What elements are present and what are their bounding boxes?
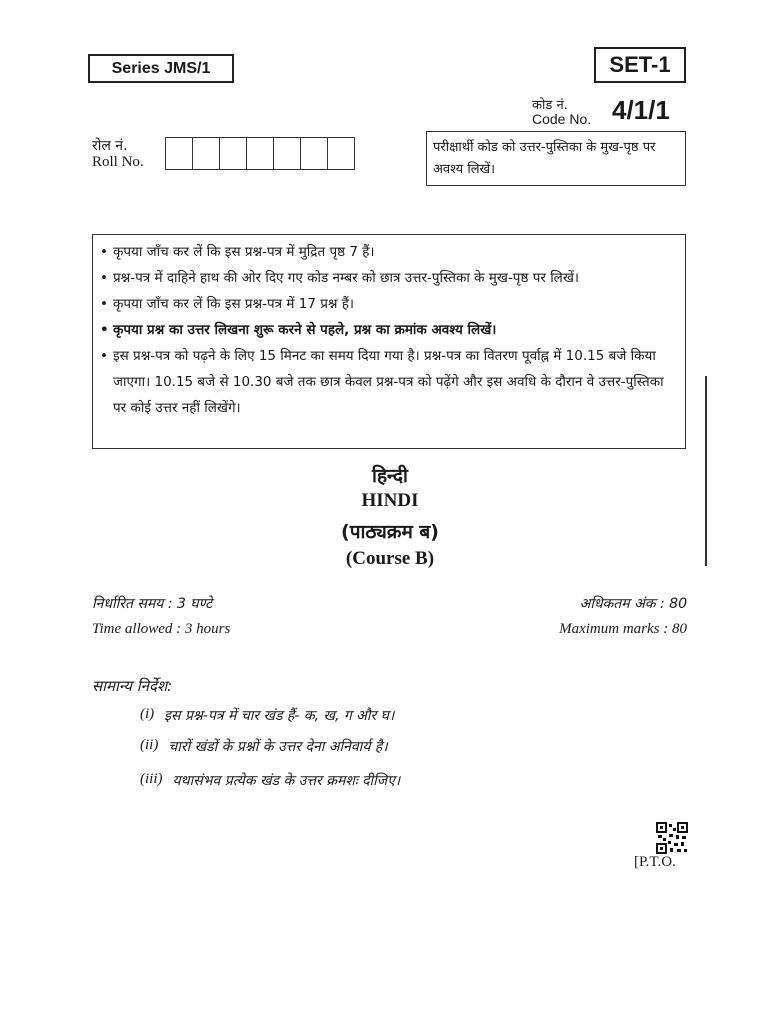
subject-title-english: HINDI — [361, 490, 419, 511]
instruction-item: • इस प्रश्न-पत्र को पढ़ने के लिए 15 मिनट का समय दिया गया है। प्रश्न-पत्र का वितरण पूर्वाह्न में 10.15 बजे किया जाएगा। 10.15 बजे से 10.30 बजे तक छात्र केवल प्रश्न-पत्र को पढ़ेंगे और इस अवधि के दौरान वे उत्तर-पुस्तिका पर कोई उत्तर नहीं लिखेंगे। — [97, 343, 677, 421]
code-instruction-note: परीक्षार्थी कोड को उत्तर-पुस्तिका के मुख-पृष्ठ पर अवश्य लिखें। — [426, 131, 686, 186]
roll-digit-box[interactable] — [220, 137, 247, 170]
roll-label-english: Roll No. — [92, 154, 144, 170]
roll-digit-box[interactable] — [193, 137, 220, 170]
qr-code-icon — [656, 822, 688, 854]
roll-digit-box[interactable] — [274, 137, 301, 170]
instruction-item: • कृपया जाँच कर लें कि इस प्रश्न-पत्र में मुद्रित पृष्ठ 7 हैं। — [97, 239, 677, 265]
course-title-english: (Course B) — [345, 548, 435, 569]
item-text: इस प्रश्न-पत्र में चार खंड हैं- क, ख, ग और घ। — [164, 708, 395, 724]
code-label-english: Code No. — [532, 111, 592, 127]
item-number: (ii) — [140, 737, 159, 753]
time-allowed-english: Time allowed : 3 hours — [92, 621, 231, 637]
series-label: Series JMS/1 — [88, 54, 234, 83]
roll-digit-box[interactable] — [301, 137, 328, 170]
roll-number-boxes[interactable] — [165, 137, 355, 170]
general-instruction-item — [140, 706, 394, 725]
roll-label-hindi: रोल नं. — [92, 138, 128, 154]
item-text: यथासंभव प्रत्येक खंड के उत्तर क्रमशः दीजिए। — [172, 773, 401, 789]
general-instructions-heading: सामान्य निर्देश: — [92, 677, 173, 695]
set-label: SET-1 — [594, 47, 686, 83]
max-marks-english: Maximum marks : 80 — [559, 621, 687, 637]
instructions-box — [92, 234, 686, 449]
instruction-item: • कृपया जाँच कर लें कि इस प्रश्न-पत्र में 17 प्रश्न हैं। — [97, 291, 677, 317]
time-allowed-hindi: निर्धारित समय : 3 घण्टे — [92, 596, 213, 612]
item-text: चारों खंडों के प्रश्नों के उत्तर देना अनिवार्य है। — [168, 739, 388, 755]
max-marks-hindi: अधिकतम अंक : 80 — [579, 596, 687, 612]
course-title-hindi: (पाठ्यक्रम ब) — [341, 521, 439, 543]
roll-digit-box[interactable] — [247, 137, 274, 170]
instruction-item: • कृपया प्रश्न का उत्तर लिखना शुरू करने से पहले, प्रश्न का क्रमांक अवश्य लिखें। — [97, 317, 677, 343]
roll-digit-box[interactable] — [166, 137, 193, 170]
page-turn-over: [P.T.O. — [634, 854, 676, 870]
general-instruction-item — [140, 771, 400, 790]
code-label-hindi: कोड नं. — [532, 98, 568, 113]
margin-mark — [705, 376, 707, 566]
general-instruction-item — [140, 737, 388, 756]
item-number: (iii) — [140, 771, 163, 787]
subject-title-hindi: हिन्दी — [372, 465, 408, 487]
code-number: 4/1/1 — [612, 95, 670, 125]
instruction-item: • प्रश्न-पत्र में दाहिने हाथ की ओर दिए गए कोड नम्बर को छात्र उत्तर-पुस्तिका के मुख-पृष्ठ पर लिखें। — [97, 265, 677, 291]
item-number: (i) — [140, 706, 155, 722]
roll-digit-box[interactable] — [328, 137, 355, 170]
